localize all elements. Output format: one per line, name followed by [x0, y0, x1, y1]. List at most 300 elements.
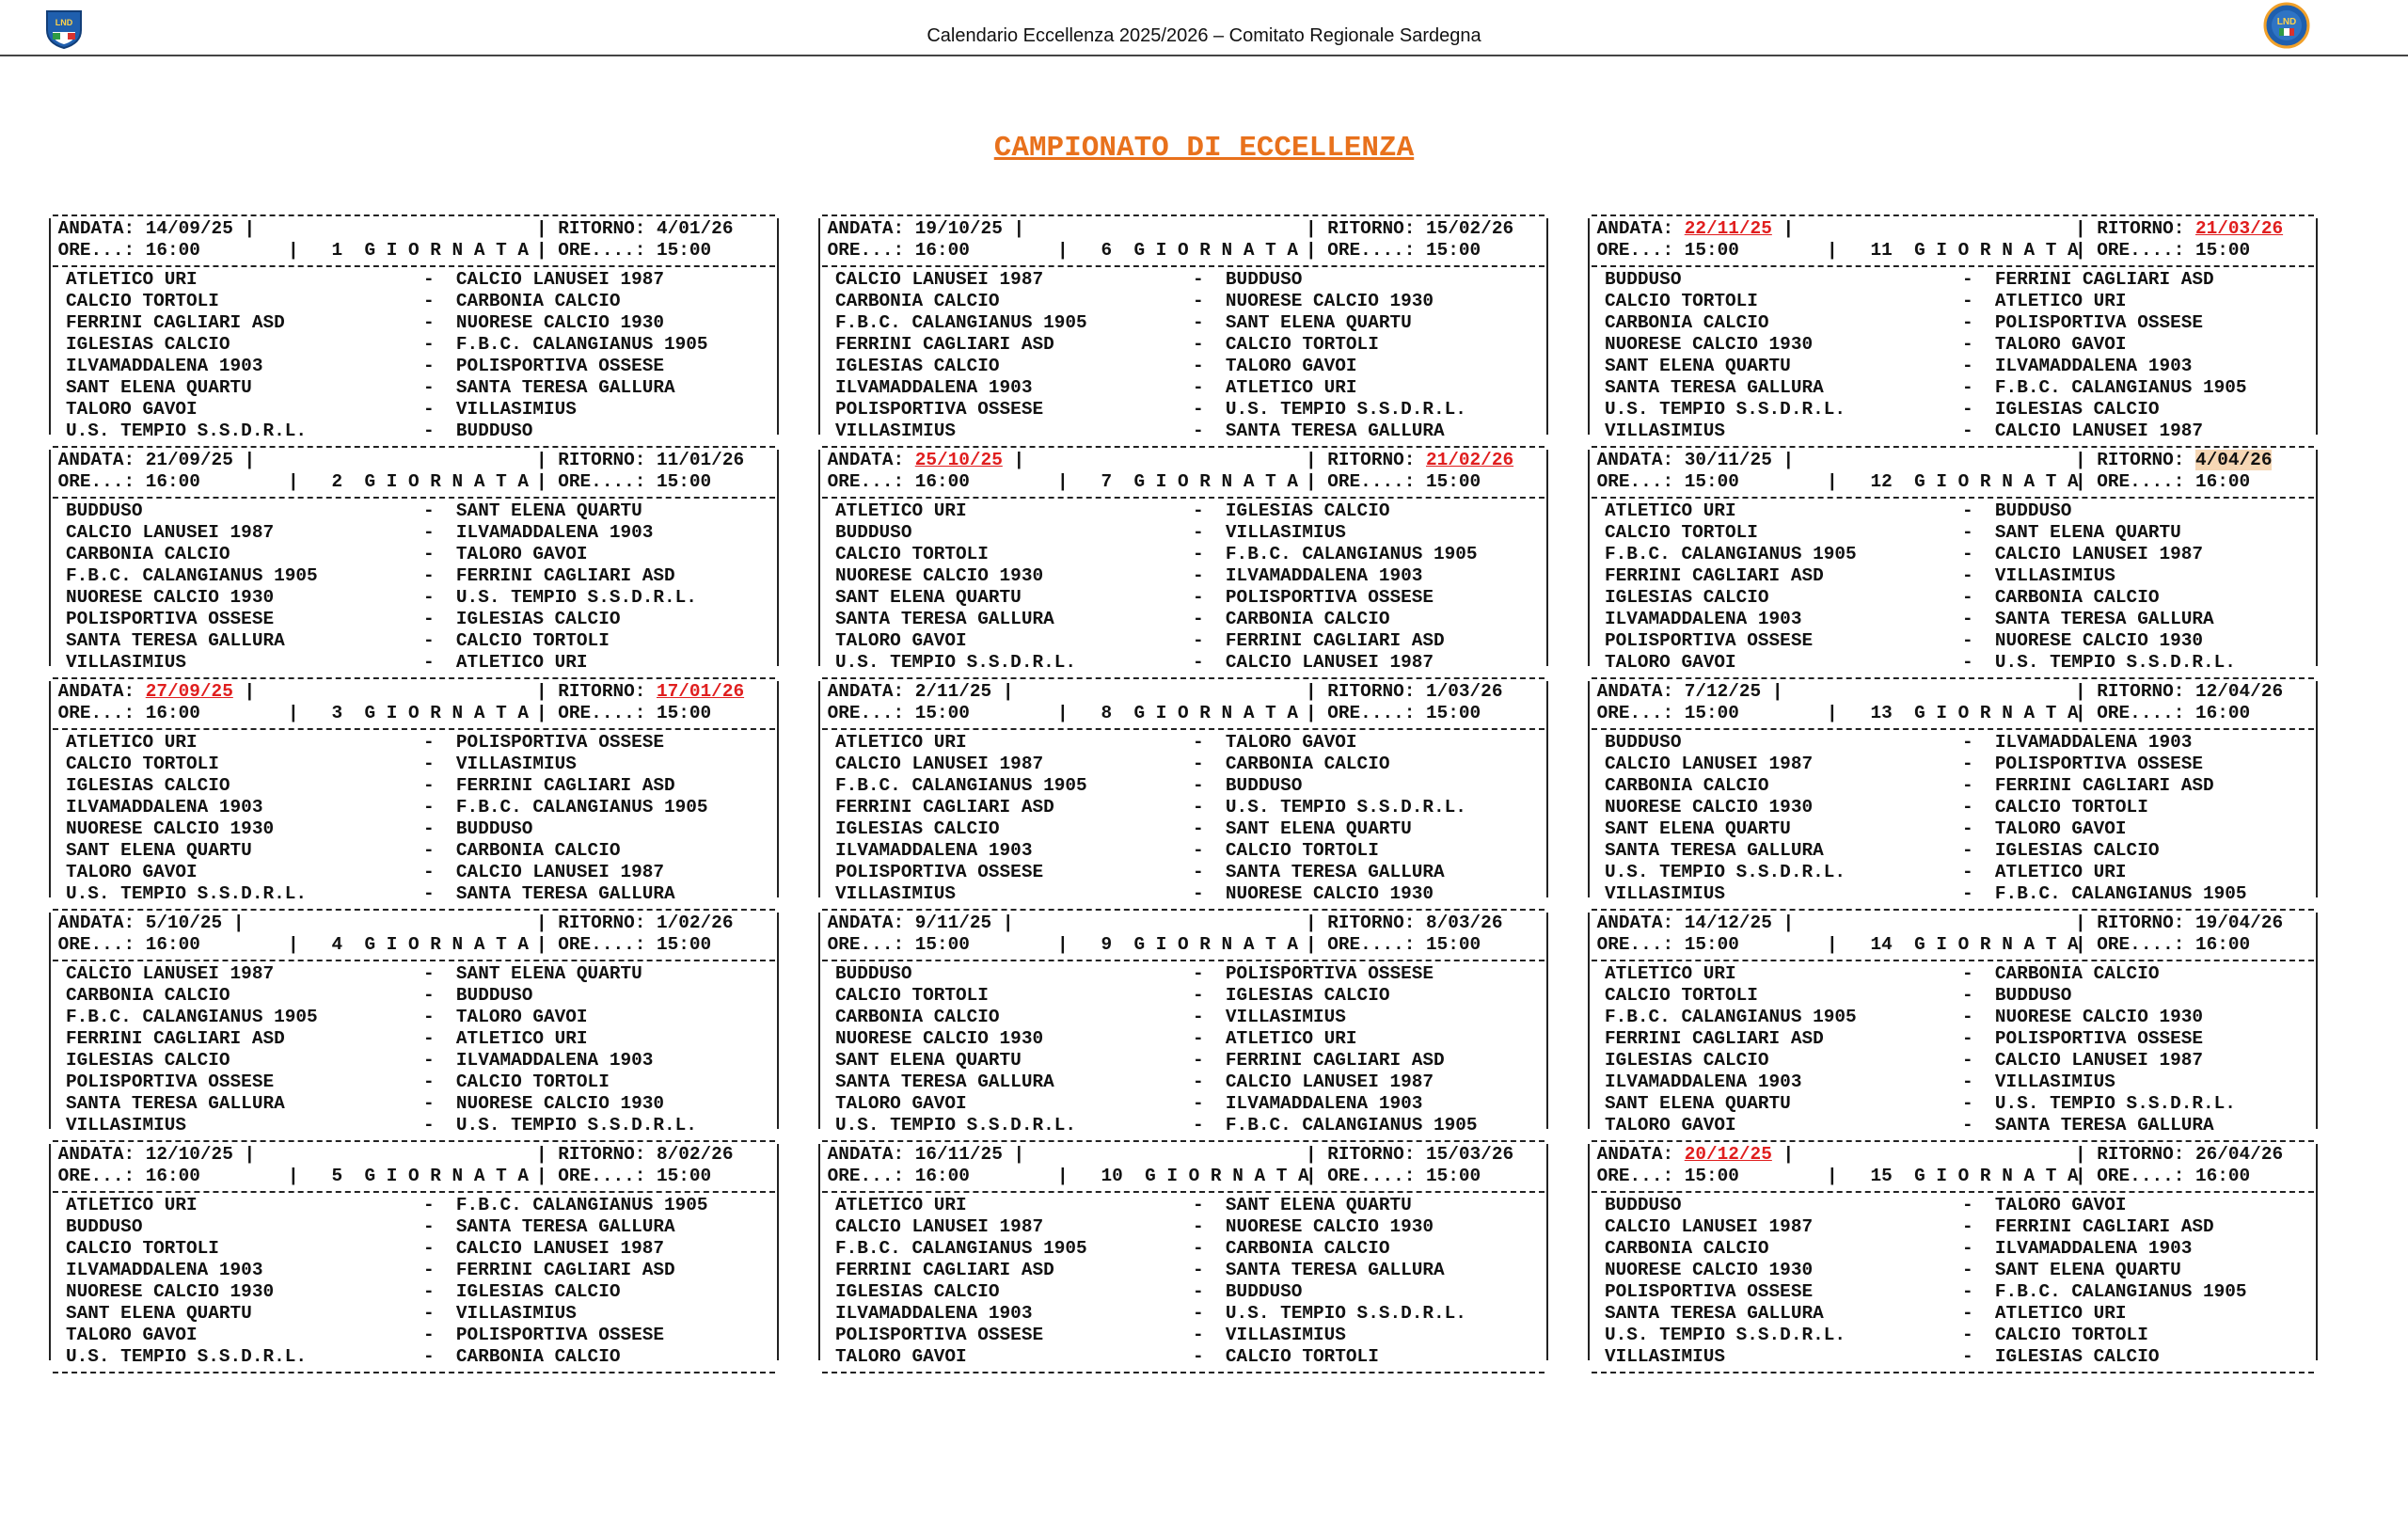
giornata-block-10	[816, 1136, 1550, 1368]
ritorno-label: | RITORNO:	[1306, 913, 1426, 933]
match-row	[816, 399, 1550, 421]
match-separator: -	[1962, 1115, 1995, 1135]
match-row	[1586, 500, 2320, 522]
ritorno-label: | RITORNO:	[2075, 450, 2195, 470]
ritorno-label: | RITORNO:	[536, 913, 657, 933]
match-separator: -	[1962, 1093, 1995, 1114]
match-separator: -	[1962, 377, 1995, 398]
match-separator: -	[1193, 1072, 1226, 1092]
away-team: CARBONIA CALCIO	[1225, 754, 1390, 774]
away-team: SANT ELENA QUARTU	[1225, 312, 1412, 333]
giornata-label: G I O R N A T A	[1892, 703, 2079, 723]
andata-date: 14/12/25	[1684, 913, 1772, 933]
match-separator: -	[1193, 1325, 1226, 1345]
away-team: NUORESE CALCIO 1930	[1994, 1007, 2204, 1027]
ore-andata: 15:00	[1684, 1166, 1739, 1186]
home-team: TALORO GAVOI	[835, 630, 967, 651]
match-row	[47, 963, 781, 985]
pipe: |	[1827, 240, 1871, 261]
match-row	[816, 862, 1550, 883]
giornata-block-7	[816, 442, 1550, 674]
giornata-block-1	[47, 211, 781, 442]
match-separator: -	[1193, 883, 1226, 904]
ore-ritorno-label: | ORE....:	[2075, 1166, 2195, 1186]
home-team: SANT ELENA QUARTU	[1605, 818, 1791, 839]
match-separator: -	[1962, 840, 1995, 861]
match-row	[47, 544, 781, 565]
giornata-label: G I O R N A T A	[342, 1166, 530, 1186]
dash-separator	[47, 1368, 781, 1375]
home-team: NUORESE CALCIO 1930	[1605, 797, 1814, 818]
match-separator: -	[1962, 421, 1995, 441]
lnd-round-logo	[2263, 2, 2310, 49]
ritorno-label: | RITORNO:	[1306, 450, 1426, 470]
home-team: SANT ELENA QUARTU	[66, 1303, 252, 1324]
home-team: POLISPORTIVA OSSESE	[1605, 1281, 1814, 1302]
giornata-block-4	[47, 905, 781, 1136]
match-row	[816, 1238, 1550, 1260]
home-team: CALCIO TORTOLI	[66, 754, 219, 774]
andata-date: 19/10/25	[914, 218, 1003, 239]
giornata-label: G I O R N A T A	[342, 240, 530, 261]
dash-separator	[816, 1136, 1550, 1144]
match-row	[1586, 1216, 2320, 1238]
home-team: CARBONIA CALCIO	[835, 291, 1000, 311]
ore-andata: 16:00	[145, 1166, 200, 1186]
giornata-title	[1827, 471, 2079, 493]
away-team: FERRINI CAGLIARI ASD	[1994, 775, 2214, 796]
match-separator: -	[1193, 1050, 1226, 1071]
giornata-number: 12	[1870, 471, 1893, 492]
away-team: TALORO GAVOI	[455, 544, 588, 564]
andata-date: 30/11/25	[1684, 450, 1772, 470]
ritorno-date: 11/01/26	[657, 450, 745, 470]
pipe: |	[1057, 471, 1101, 492]
ore-ritorno: 15:00	[657, 240, 712, 261]
ore-andata-label: ORE...:	[47, 703, 146, 723]
ritorno-label: | RITORNO:	[536, 218, 657, 239]
pipe: |	[1057, 934, 1101, 955]
home-team: ILVAMADDALENA 1903	[835, 840, 1033, 861]
giornata-number: 5	[331, 1166, 343, 1186]
away-team: FERRINI CAGLIARI ASD	[1994, 1216, 2214, 1237]
home-team: SANTA TERESA GALLURA	[66, 1093, 285, 1114]
match-row	[816, 609, 1550, 630]
home-team: CARBONIA CALCIO	[66, 544, 230, 564]
ore-ritorno: 15:00	[657, 703, 712, 723]
home-team: POLISPORTIVA OSSESE	[835, 399, 1044, 420]
giornata-number: 11	[1870, 240, 1893, 261]
away-team: POLISPORTIVA OSSESE	[1994, 312, 2204, 333]
away-team: ILVAMADDALENA 1903	[455, 522, 654, 543]
ore-ritorno-block	[536, 703, 711, 724]
match-row	[1586, 775, 2320, 797]
ritorno-date: 15/03/26	[1426, 1144, 1514, 1165]
match-row	[816, 312, 1550, 334]
match-separator: -	[1193, 630, 1226, 651]
ritorno-block	[1306, 681, 1502, 703]
andata-label: ANDATA:	[47, 681, 146, 702]
andata-label: ANDATA:	[816, 218, 915, 239]
home-team: ATLETICO URI	[66, 732, 198, 753]
home-team: IGLESIAS CALCIO	[835, 818, 1000, 839]
away-team: F.B.C. CALANGIANUS 1905	[1225, 544, 1478, 564]
match-row	[1586, 1346, 2320, 1368]
giornata-title	[1057, 240, 1298, 262]
home-team: BUDDUSO	[66, 500, 143, 521]
home-team: ILVAMADDALENA 1903	[1605, 609, 1802, 629]
away-team: CALCIO TORTOLI	[1225, 1346, 1379, 1367]
away-team: BUDDUSO	[1994, 985, 2072, 1006]
match-separator: -	[423, 630, 456, 651]
home-team: U.S. TEMPIO S.S.D.R.L.	[66, 883, 307, 904]
giornata-date-row	[816, 681, 1550, 703]
andata-date: 16/11/25	[914, 1144, 1003, 1165]
andata-label: ANDATA:	[47, 913, 146, 933]
away-team: POLISPORTIVA OSSESE	[455, 1325, 665, 1345]
home-team: ILVAMADDALENA 1903	[835, 377, 1033, 398]
giornata-number: 4	[331, 934, 343, 955]
match-row	[47, 1007, 781, 1028]
ore-andata: 16:00	[145, 471, 200, 492]
match-row	[47, 1028, 781, 1050]
match-row	[816, 630, 1550, 652]
match-separator: -	[1962, 883, 1995, 904]
match-row	[816, 1050, 1550, 1072]
giornata-block-12	[1586, 442, 2320, 674]
home-team: CARBONIA CALCIO	[1605, 775, 1769, 796]
pipe: |	[1057, 1166, 1101, 1186]
away-team: SANT ELENA QUARTU	[1994, 1260, 2181, 1280]
giornata-title	[1827, 703, 2079, 724]
match-separator: -	[1193, 1007, 1226, 1027]
match-separator: -	[1193, 797, 1226, 818]
giornata-number: 3	[331, 703, 343, 723]
away-team: FERRINI CAGLIARI ASD	[455, 775, 675, 796]
match-separator: -	[1962, 1303, 1995, 1324]
home-team: F.B.C. CALANGIANUS 1905	[1605, 1007, 1857, 1027]
giornata-title	[288, 471, 529, 493]
match-row	[816, 963, 1550, 985]
ritorno-block	[2075, 681, 2283, 703]
dash-separator	[816, 493, 1550, 500]
match-row	[816, 421, 1550, 442]
ritorno-block	[2075, 218, 2283, 240]
match-separator: -	[1193, 399, 1226, 420]
home-team: NUORESE CALCIO 1930	[1605, 1260, 1814, 1280]
home-team: TALORO GAVOI	[835, 1093, 967, 1114]
away-team: F.B.C. CALANGIANUS 1905	[455, 797, 708, 818]
ore-andata: 16:00	[145, 934, 200, 955]
dash-separator	[1586, 1187, 2320, 1195]
match-row	[47, 587, 781, 609]
svg-text:LND: LND	[55, 18, 73, 27]
match-row	[1586, 587, 2320, 609]
calendar-column-1	[47, 211, 781, 1375]
giornata-title	[288, 1166, 529, 1187]
ore-ritorno: 15:00	[657, 934, 712, 955]
match-separator: -	[423, 652, 456, 673]
match-row	[1586, 963, 2320, 985]
pipe: |	[1002, 450, 1025, 470]
match-row	[1586, 1260, 2320, 1281]
home-team: CALCIO TORTOLI	[1605, 522, 1758, 543]
match-row	[1586, 522, 2320, 544]
calendar-column-3	[1586, 211, 2320, 1375]
ritorno-label: | RITORNO:	[2075, 1144, 2195, 1165]
home-team: NUORESE CALCIO 1930	[66, 1281, 275, 1302]
match-row	[816, 1115, 1550, 1136]
match-row	[1586, 609, 2320, 630]
giornata-block-11	[1586, 211, 2320, 442]
away-team: TALORO GAVOI	[1994, 818, 2127, 839]
home-team: TALORO GAVOI	[66, 862, 198, 882]
dash-separator	[1586, 956, 2320, 963]
pipe: |	[232, 218, 256, 239]
home-team: ILVAMADDALENA 1903	[66, 1260, 263, 1280]
dash-separator	[47, 905, 781, 913]
ritorno-label: | RITORNO:	[1306, 1144, 1426, 1165]
giornata-title	[1057, 934, 1298, 956]
ore-andata: 16:00	[145, 240, 200, 261]
home-team: CALCIO TORTOLI	[1605, 985, 1758, 1006]
ore-ritorno: 16:00	[2195, 471, 2251, 492]
home-team: TALORO GAVOI	[835, 1346, 967, 1367]
ritorno-date: 1/02/26	[657, 913, 734, 933]
match-separator: -	[423, 421, 456, 441]
ore-ritorno: 15:00	[1426, 240, 1481, 261]
match-separator: -	[423, 500, 456, 521]
ritorno-label: | RITORNO:	[2075, 681, 2195, 702]
match-separator: -	[423, 399, 456, 420]
giornata-block-6	[816, 211, 1550, 442]
home-team: SANTA TERESA GALLURA	[1605, 840, 1824, 861]
match-separator: -	[1193, 291, 1226, 311]
away-team: VILLASIMIUS	[1225, 1007, 1346, 1027]
away-team: SANTA TERESA GALLURA	[1225, 1260, 1445, 1280]
away-team: SANT ELENA QUARTU	[455, 500, 642, 521]
ore-ritorno-block	[1306, 240, 1481, 262]
match-row	[816, 1325, 1550, 1346]
ore-ritorno-block	[2075, 471, 2250, 493]
dash-separator	[1586, 493, 2320, 500]
home-team: CALCIO LANUSEI 1987	[66, 963, 275, 984]
away-team: ILVAMADDALENA 1903	[1994, 1238, 2193, 1259]
ore-andata: 15:00	[914, 934, 970, 955]
ore-ritorno-label: | ORE....:	[536, 703, 657, 723]
giornata-time-row	[816, 934, 1550, 956]
match-separator: -	[423, 840, 456, 861]
home-team: VILLASIMIUS	[1605, 883, 1725, 904]
match-separator: -	[1962, 1028, 1995, 1049]
match-separator: -	[1193, 840, 1226, 861]
match-separator: -	[1962, 291, 1995, 311]
pipe: |	[1761, 681, 1783, 702]
giornata-title	[1057, 471, 1298, 493]
home-team: SANT ELENA QUARTU	[66, 377, 252, 398]
match-separator: -	[423, 1260, 456, 1280]
away-team: BUDDUSO	[1994, 500, 2072, 521]
dash-separator	[47, 724, 781, 732]
match-row	[47, 1195, 781, 1216]
ore-andata: 15:00	[1684, 934, 1739, 955]
match-row	[1586, 291, 2320, 312]
home-team: ATLETICO URI	[835, 1195, 967, 1215]
match-separator: -	[1962, 522, 1995, 543]
giornata-time-row	[816, 240, 1550, 262]
match-separator: -	[1962, 399, 1995, 420]
away-team: FERRINI CAGLIARI ASD	[455, 1260, 675, 1280]
match-separator: -	[1193, 544, 1226, 564]
home-team: SANT ELENA QUARTU	[835, 1050, 1022, 1071]
away-team: F.B.C. CALANGIANUS 1905	[455, 1195, 708, 1215]
away-team: FERRINI CAGLIARI ASD	[1225, 630, 1445, 651]
match-separator: -	[1962, 1281, 1995, 1302]
match-separator: -	[1962, 1195, 1995, 1215]
ore-andata: 16:00	[914, 240, 970, 261]
away-team: CARBONIA CALCIO	[1994, 587, 2160, 608]
giornata-label: G I O R N A T A	[1112, 934, 1299, 955]
home-team: VILLASIMIUS	[1605, 1346, 1725, 1367]
away-team: U.S. TEMPIO S.S.D.R.L.	[455, 587, 697, 608]
match-row	[47, 883, 781, 905]
home-team: ILVAMADDALENA 1903	[1605, 1072, 1802, 1092]
match-row	[47, 609, 781, 630]
dash-separator	[47, 262, 781, 269]
match-separator: -	[423, 754, 456, 774]
away-team: ATLETICO URI	[1225, 1028, 1357, 1049]
match-separator: -	[1193, 1238, 1226, 1259]
match-row	[816, 1195, 1550, 1216]
away-team: CARBONIA CALCIO	[455, 291, 621, 311]
match-row	[47, 421, 781, 442]
away-team: IGLESIAS CALCIO	[1994, 399, 2160, 420]
match-separator: -	[1193, 963, 1226, 984]
away-team: ATLETICO URI	[1225, 377, 1357, 398]
giornata-title	[1057, 703, 1298, 724]
giornata-date-row	[816, 450, 1550, 471]
match-row	[47, 377, 781, 399]
match-separator: -	[423, 522, 456, 543]
home-team: U.S. TEMPIO S.S.D.R.L.	[66, 1346, 307, 1367]
match-separator: -	[1193, 565, 1226, 586]
andata-date: 20/12/25	[1684, 1144, 1772, 1165]
andata-date: 12/10/25	[145, 1144, 233, 1165]
match-separator: -	[1193, 1028, 1226, 1049]
match-row	[816, 985, 1550, 1007]
home-team: SANTA TERESA GALLURA	[66, 630, 285, 651]
home-team: IGLESIAS CALCIO	[1605, 1050, 1769, 1071]
away-team: SANT ELENA QUARTU	[1225, 1195, 1412, 1215]
home-team: CALCIO LANUSEI 1987	[1605, 754, 1814, 774]
away-team: SANTA TERESA GALLURA	[455, 1216, 675, 1237]
pipe: |	[1002, 218, 1025, 239]
calendar-column-2	[816, 211, 1550, 1375]
giornata-number: 15	[1870, 1166, 1893, 1186]
home-team: F.B.C. CALANGIANUS 1905	[835, 775, 1087, 796]
away-team: SANTA TERESA GALLURA	[1994, 1115, 2214, 1135]
away-team: TALORO GAVOI	[1225, 732, 1357, 753]
home-team: FERRINI CAGLIARI ASD	[835, 1260, 1054, 1280]
away-team: U.S. TEMPIO S.S.D.R.L.	[455, 1115, 697, 1135]
away-team: ILVAMADDALENA 1903	[1994, 356, 2193, 376]
home-team: ATLETICO URI	[835, 500, 967, 521]
away-team: SANTA TERESA GALLURA	[455, 883, 675, 904]
match-row	[1586, 334, 2320, 356]
svg-text:LND: LND	[2276, 17, 2297, 27]
ore-andata: 15:00	[1684, 703, 1739, 723]
away-team: CALCIO LANUSEI 1987	[1994, 544, 2204, 564]
pipe: |	[1827, 1166, 1871, 1186]
ritorno-date: 1/03/26	[1426, 681, 1503, 702]
match-separator: -	[1962, 1238, 1995, 1259]
match-row	[1586, 377, 2320, 399]
pipe: |	[1771, 450, 1795, 470]
match-row	[816, 883, 1550, 905]
home-team: BUDDUSO	[835, 963, 912, 984]
giornata-label: G I O R N A T A	[1892, 471, 2079, 492]
away-team: IGLESIAS CALCIO	[1225, 500, 1390, 521]
away-team: F.B.C. CALANGIANUS 1905	[1994, 377, 2247, 398]
away-team: IGLESIAS CALCIO	[1225, 985, 1390, 1006]
andata-date: 27/09/25	[145, 681, 233, 702]
home-team: CARBONIA CALCIO	[1605, 312, 1769, 333]
andata-label: ANDATA:	[816, 1144, 915, 1165]
ore-ritorno: 15:00	[1426, 1166, 1481, 1186]
giornata-number: 9	[1101, 934, 1113, 955]
match-row	[47, 1216, 781, 1238]
home-team: IGLESIAS CALCIO	[66, 1050, 230, 1071]
giornata-label: G I O R N A T A	[1112, 703, 1299, 723]
match-row	[816, 732, 1550, 754]
ritorno-label: | RITORNO:	[1306, 681, 1426, 702]
home-team: BUDDUSO	[835, 522, 912, 543]
home-team: CALCIO TORTOLI	[835, 985, 989, 1006]
match-separator: -	[423, 1115, 456, 1135]
pipe: |	[991, 913, 1014, 933]
giornata-date-row	[1586, 681, 2320, 703]
ore-andata: 16:00	[914, 471, 970, 492]
giornata-label: G I O R N A T A	[1122, 1166, 1309, 1186]
match-separator: -	[1193, 1115, 1226, 1135]
andata-label: ANDATA:	[1586, 681, 1685, 702]
away-team: POLISPORTIVA OSSESE	[1994, 754, 2204, 774]
home-team: NUORESE CALCIO 1930	[835, 1028, 1044, 1049]
giornata-date-row	[1586, 1144, 2320, 1166]
ore-ritorno: 15:00	[657, 471, 712, 492]
match-separator: -	[423, 985, 456, 1006]
away-team: SANTA TERESA GALLURA	[1994, 609, 2214, 629]
away-team: CALCIO LANUSEI 1987	[1994, 1050, 2204, 1071]
giornata-label: G I O R N A T A	[342, 471, 530, 492]
home-team: NUORESE CALCIO 1930	[1605, 334, 1814, 355]
ritorno-block	[536, 450, 744, 471]
match-row	[816, 291, 1550, 312]
away-team: CARBONIA CALCIO	[455, 1346, 621, 1367]
home-team: FERRINI CAGLIARI ASD	[835, 797, 1054, 818]
ritorno-date: 12/04/26	[2195, 681, 2284, 702]
away-team: F.B.C. CALANGIANUS 1905	[1994, 1281, 2247, 1302]
ore-andata: 15:00	[914, 703, 970, 723]
match-row	[1586, 1028, 2320, 1050]
match-row	[816, 775, 1550, 797]
home-team: CALCIO TORTOLI	[66, 291, 219, 311]
match-row	[1586, 1325, 2320, 1346]
match-row	[47, 1093, 781, 1115]
match-row	[816, 754, 1550, 775]
match-row	[47, 500, 781, 522]
match-separator: -	[1193, 312, 1226, 333]
